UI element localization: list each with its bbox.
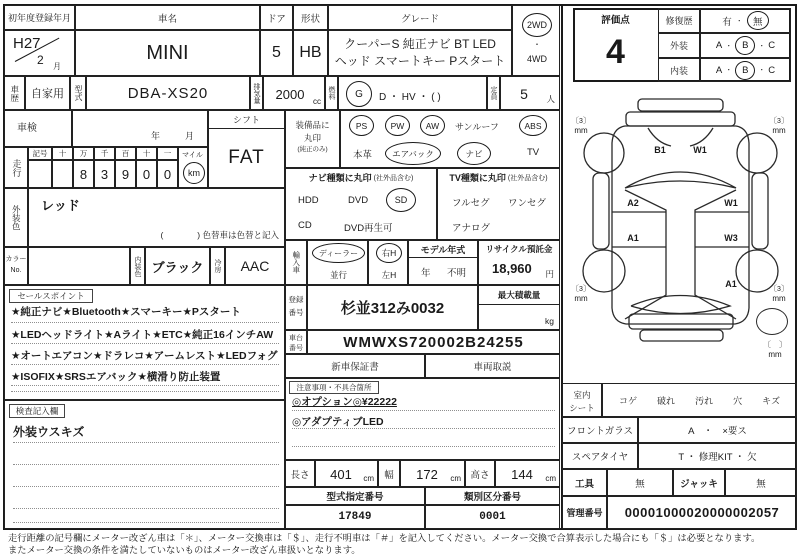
evaluation-score: 4 [606, 32, 625, 71]
shift-cell [208, 110, 285, 188]
capacity-value: 5 [520, 86, 528, 102]
registration-label: 登録 番号 [285, 285, 307, 330]
damage-label-b1: B1 [654, 145, 666, 155]
exterior-color-cell [28, 188, 285, 247]
length-cell [315, 460, 378, 487]
footer-line1: 走行距離の記号欄にメーター改ざん車は「＊」、メーター交換車は「＄」、走行不明車は「＃」を記入してください。メーター交換で合算表示した場合にも「＄」は必要となります。 [8, 533, 761, 543]
first-reg-cell [4, 30, 75, 76]
sales-points-cell [4, 285, 285, 400]
import-hand-cell [368, 240, 408, 285]
first-reg-month-suffix: 月 [53, 62, 61, 71]
import-dealer-circled: ディーラー [312, 243, 365, 263]
equipment-navi-circled: ナビ [457, 142, 491, 165]
import-parallel: 並行 [329, 269, 347, 280]
import-lhd: 左H [381, 269, 397, 280]
jack-label: ジャッキ [673, 469, 725, 496]
model-code-value: DBA-XS20 [86, 76, 250, 110]
mileage-sign-header: 記号 [28, 147, 52, 160]
mileage-digit: 8 [73, 160, 94, 188]
designation-header: 型式指定番号 [285, 487, 425, 505]
glass-label: フロントガラス [562, 417, 638, 443]
equipment-sunroof: サンルーフ [455, 122, 499, 132]
chassis-value: WMWXS720002B24255 [307, 330, 560, 354]
interior-grade-a: A [715, 64, 723, 76]
mileage-digit-header: 十 [136, 147, 157, 160]
height-unit: cm [545, 474, 556, 483]
navi-type-header: ナビ種類に丸印 (社外品含む) [308, 173, 414, 183]
corner-marker-top-right: 〔3〕 mm [769, 116, 789, 136]
mileage-digit: 0 [136, 160, 157, 188]
corner-marker-bottom-left: 〔3〕 mm [571, 284, 591, 304]
exterior-grade-c: C [768, 40, 776, 51]
equipment-ps-circled: PS [349, 115, 374, 136]
navi-dvd-play: DVD再生可 [344, 223, 393, 234]
width-unit: cm [450, 474, 461, 483]
rear-bumper [629, 314, 733, 329]
height-label: 高さ [465, 460, 495, 487]
footer-line2: またメーター交換の条件を満たしていないものはメーター改ざん車扱いとなります。 [8, 545, 361, 556]
seat-item: 穴 [733, 395, 743, 406]
door-header: ドア [260, 5, 293, 30]
sales-points-line: ★LEDヘッドライト★Aライト★ETC★純正16インチAW [11, 323, 279, 344]
front-bumper-upper [638, 99, 723, 111]
windshield [625, 172, 736, 188]
first-reg-year: H27 [13, 35, 41, 52]
tv-analog: アナログ [452, 223, 491, 234]
sales-points-line: ★ISOFIX★SRSエアバック★横滑り防止装置 [11, 365, 279, 386]
designation-value: 17849 [285, 505, 425, 529]
inspector-notes-line: 外装ウスキズ [13, 419, 279, 443]
mileage-sign-value [28, 160, 52, 188]
notes-line2: ◎アダプティブLED [292, 411, 555, 429]
interior-grade-c: C [768, 64, 776, 76]
equipment-items-cell [340, 110, 560, 168]
tv-type-cell [437, 168, 560, 240]
inspector-notes-empty-line [13, 509, 279, 523]
interior-grade-label: 内装 [658, 58, 700, 82]
side-rail-right [752, 173, 768, 249]
drive-2wd-circled: 2WD [522, 13, 552, 37]
door-value: 5 [260, 30, 293, 76]
capacity-unit: 人 [546, 94, 555, 104]
repair-separator: ・ [735, 17, 743, 25]
rear-bumper-lower [640, 330, 723, 341]
tv-full-seg: フルセグ [452, 198, 490, 209]
repair-yes: 有 [722, 16, 732, 28]
model-year-value: 不明 [447, 268, 467, 279]
warranty-cell: 新車保証書 [285, 354, 425, 378]
hood-arc-left [648, 128, 671, 146]
recycle-cell [478, 240, 560, 285]
notes-title: 注意事項・不具合箇所 [289, 381, 379, 394]
inspector-notes-empty-line [13, 487, 279, 509]
max-load-unit: kg [545, 316, 554, 326]
interior-color-value: ブラック [145, 247, 210, 285]
mileage-digit-header: 十 [52, 147, 73, 160]
history-label: 車歴 [4, 76, 25, 110]
seat-item: 汚れ [695, 395, 714, 406]
color-no-value [28, 247, 130, 285]
car-name-value: MINI [75, 30, 260, 76]
exterior-grade-a: A [715, 40, 723, 51]
tool-value: 無 [607, 469, 673, 496]
shaken-label-cell [4, 110, 72, 147]
mgmt-number-value: 00001000020000002057 [607, 496, 797, 529]
spare-tire-label: スペアタイヤ [562, 443, 638, 469]
drive-4wd: 4WD [527, 54, 547, 64]
equipment-leather: 本革 [353, 150, 373, 161]
shaken-year-suffix: 年 [151, 131, 161, 141]
exterior-color-label: 外装色 [4, 188, 28, 247]
first-reg-header: 初年度登録年月 [4, 5, 75, 30]
grade-value [328, 30, 512, 76]
navi-sd-circled: SD [386, 188, 416, 212]
hood-arc-right [690, 128, 713, 146]
damage-label-a1-bottom: A1 [725, 279, 737, 289]
fuel-gasoline-circled: G [346, 81, 372, 107]
exterior-color-note: ( ) 色替車は色替と記入 [160, 230, 279, 240]
front-bumper [626, 112, 735, 126]
width-label: 幅 [378, 460, 400, 487]
tv-one-seg: ワンセグ [508, 198, 547, 209]
damage-label-a1-left: A1 [627, 233, 639, 243]
chassis-label: 車台 番号 [285, 330, 307, 354]
displacement-cell [263, 76, 325, 110]
model-year-year: 年 [421, 268, 431, 279]
cabin-right-edge [695, 190, 736, 319]
extra-mm-circle [756, 308, 788, 335]
fuel-others: D ・ HV ・ ( ) [379, 92, 441, 103]
recycle-unit: 円 [545, 269, 554, 279]
import-label: 輸入車 [285, 240, 307, 285]
damage-label-w1-right: W1 [724, 198, 738, 208]
height-cell [495, 460, 560, 487]
repair-value [700, 8, 791, 33]
jack-value: 無 [725, 469, 797, 496]
mileage-digit-header: 万 [73, 147, 94, 160]
model-code-label: 型式 [70, 76, 86, 110]
recycle-header: リサイクル預託金 [485, 244, 553, 254]
equipment-aw-circled: AW [420, 115, 445, 136]
rear-window [631, 296, 730, 314]
equipment-label-cell: 装備品に 丸印 (純正のみ) [285, 110, 340, 168]
notes-empty-line [292, 429, 555, 447]
drive-separator: ・ [533, 39, 541, 49]
exterior-grade-label: 外装 [658, 33, 700, 58]
exterior-grade-b-circled: B [735, 36, 755, 55]
height-value: 144 [511, 467, 533, 482]
registration-value: 杉並312み0032 [307, 285, 478, 330]
model-year-header: モデル年式 [409, 241, 477, 258]
interior-grade-b-circled: B [735, 61, 755, 80]
recycle-value: 18,960 [492, 261, 532, 276]
cabin-left-edge [625, 190, 666, 319]
exterior-grade-value: A ・ B ・ C [700, 33, 791, 58]
import-dealer-cell [307, 240, 368, 285]
damage-label-w1-top: W1 [693, 145, 707, 155]
inspector-notes-title: 検査記入欄 [9, 404, 65, 418]
navi-hdd: HDD [298, 195, 319, 206]
drive-cell [512, 5, 560, 76]
mileage-digit-header: 千 [94, 147, 115, 160]
navi-type-cell [285, 168, 437, 240]
repair-label: 修復歴 [658, 8, 700, 33]
damage-label-w3: W3 [724, 233, 738, 243]
sales-points-empty-line [11, 386, 279, 392]
equipment-abs-circled: ABS [519, 115, 547, 136]
spare-tire-value: T ・ 修理KIT ・ 欠 [638, 443, 797, 469]
capacity-label: 定員 [487, 76, 500, 110]
shape-value: HB [293, 30, 328, 76]
sales-points-line: ★オートエアコン★ドラレコ★アームレスト★LEDフォグ [11, 344, 279, 365]
evaluation-label: 評価点 [601, 15, 630, 26]
exterior-color-value: レッド [41, 198, 80, 213]
first-reg-month: 2 [37, 53, 44, 67]
car-name-header: 車名 [75, 5, 260, 30]
shift-header: シフト [209, 111, 284, 129]
displacement-value: 2000 [275, 86, 305, 102]
fuel-cell [338, 76, 487, 110]
km-circled: km [183, 162, 205, 184]
seat-item: コゲ [619, 395, 638, 406]
mileage-digit-header: 百 [115, 147, 136, 160]
interior-grade-value: A ・ B ・ C [700, 58, 791, 82]
capacity-cell [500, 76, 560, 110]
glass-value: A ・ ×要ス [638, 417, 797, 443]
displacement-unit: cc [313, 97, 321, 106]
fuel-label: 燃料 [325, 76, 338, 110]
mileage-digit-header: 一 [157, 147, 178, 160]
shape-header: 形状 [293, 5, 328, 30]
seat-label: 室内 シート [562, 383, 602, 417]
corner-marker-bottom-right: 〔3〕 mm [769, 284, 789, 304]
model-year-cell [408, 240, 478, 285]
notes-line1: ◎オプション◎¥22222 [292, 394, 555, 411]
equipment-airbag-circled: エアバック [385, 142, 441, 165]
interior-color-label: 内装色 [130, 247, 145, 285]
footer-note [8, 532, 796, 556]
notes-cell [285, 378, 560, 460]
mileage-label: 走行 [4, 147, 28, 188]
corner-marker-top-left: 〔3〕 mm [571, 116, 591, 136]
width-cell [400, 460, 465, 487]
history-value: 自家用 [25, 76, 70, 110]
ac-value: AAC [225, 247, 285, 285]
tv-type-header: TV種類に丸印 (社外品含む) [449, 173, 548, 183]
shaken-month-suffix: 月 [185, 131, 195, 141]
mgmt-number-label: 管理番号 [562, 496, 607, 529]
seat-item: キズ [762, 395, 780, 406]
damage-label-a2: A2 [627, 198, 639, 208]
shaken-date-cell [72, 110, 208, 147]
equipment-tv: TV [527, 147, 540, 158]
mileage-digit: 9 [115, 160, 136, 188]
navi-cd: CD [298, 220, 312, 231]
classification-header: 類別区分番号 [425, 487, 560, 505]
side-rail-left [593, 173, 609, 249]
grade-line1: クーパーS 純正ナビ BT LED [344, 37, 496, 51]
length-label: 長さ [285, 460, 315, 487]
manual-cell: 車両取説 [425, 354, 560, 378]
import-rhd-circled: 右H [376, 243, 402, 263]
mileage-digit [52, 160, 73, 188]
color-no-label: カラー No. [4, 247, 28, 285]
inspector-notes-empty-line [13, 465, 279, 487]
inspector-notes-cell [4, 400, 285, 529]
wheel-front-right [737, 133, 777, 173]
displacement-label: 排気量 [250, 76, 263, 110]
max-load-cell [478, 285, 560, 330]
width-value: 172 [416, 467, 438, 482]
seat-items [602, 383, 797, 417]
grade-header: グレード [328, 5, 512, 30]
classification-value: 0001 [425, 505, 560, 529]
tool-label: 工具 [562, 469, 607, 496]
sales-points-line: ★純正ナビ★Bluetooth★スマーキー★Pスタート [11, 304, 279, 323]
length-value: 401 [330, 467, 352, 482]
mile-label: マイル [182, 152, 203, 159]
car-body-outline [612, 126, 749, 324]
sales-points-title: セールスポイント [9, 289, 93, 303]
wheel-front-left [584, 133, 624, 173]
shift-value: FAT [228, 147, 265, 168]
shaken-label: 車検 [17, 123, 37, 134]
extra-mm-marker: 〔 〕 mm [763, 340, 787, 359]
inspector-notes-empty-line [13, 443, 279, 465]
ac-label: 冷房 [210, 247, 225, 285]
repair-no-circled: 無 [747, 11, 769, 30]
grade-line2: ヘッド スマートキー Pスタート [334, 54, 506, 69]
mileage-digit: 3 [94, 160, 115, 188]
seat-item: 破れ [657, 395, 676, 406]
mileage-unit-cell [178, 147, 208, 188]
mileage-digit: 0 [157, 160, 178, 188]
navi-dvd: DVD [348, 195, 369, 206]
length-unit: cm [363, 474, 374, 483]
equipment-pw-circled: PW [385, 115, 410, 136]
max-load-header: 最大積載量 [479, 286, 559, 305]
